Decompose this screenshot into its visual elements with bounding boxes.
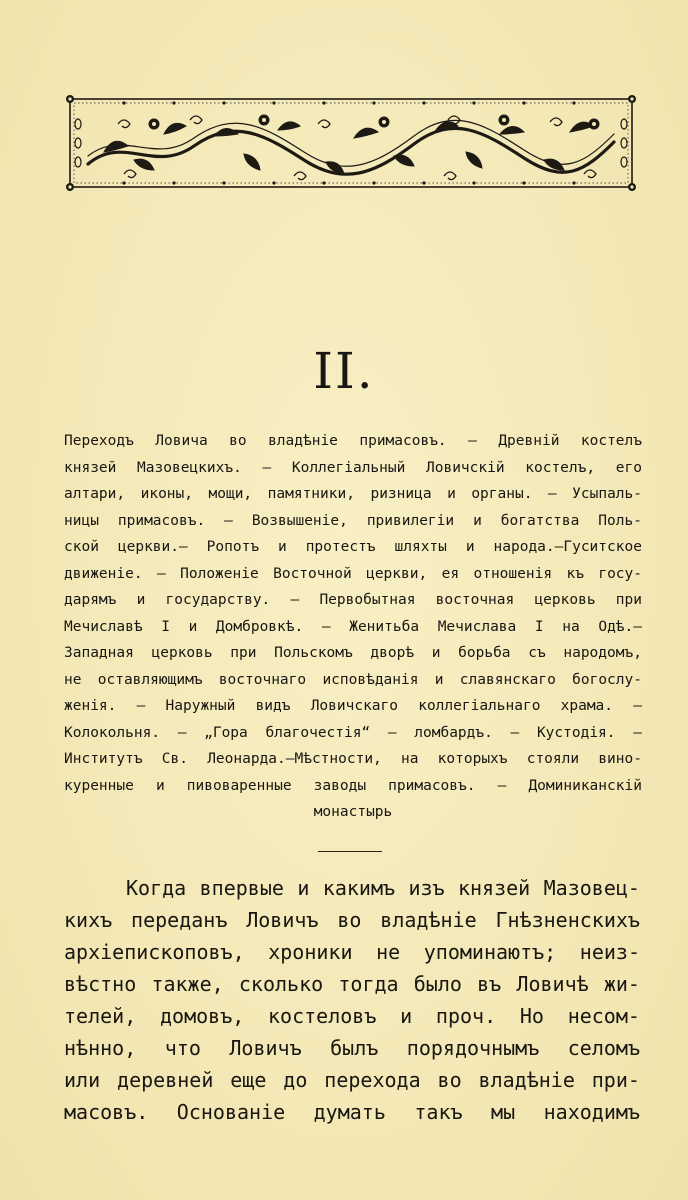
body-line: кихъ переданъ Ловичъ во владѣніе Гнѣзненскихъ [64, 908, 640, 932]
chapter-numeral: II. [313, 342, 375, 400]
body-line: Когда впервые и какимъ изъ князей Мазовец- [126, 876, 640, 900]
floral-headpiece-ornament [64, 94, 638, 194]
body-line: телей, домовъ, костеловъ и проч. Но несом- [64, 1004, 640, 1028]
body-line: или деревней еще до перехода во владѣніе при- [64, 1068, 640, 1092]
summary-line: не оставляющимъ восточнаго исповѣданія и славянскаго богослу- [64, 671, 642, 688]
body-paragraph [64, 872, 640, 1128]
summary-line: Мечиславѣ І и Домбровкѣ. — Женитьба Мечислава І на Одѣ.— [64, 618, 642, 635]
body-line: масовъ. Основаніе думать такъ мы находимъ [64, 1100, 640, 1124]
summary-line: куренные и пивоваренные заводы примасовъ. — Доминиканскій [64, 777, 642, 794]
summary-line: Колокольня. — „Гора благочестія“ — ломбардъ. — Кустодія. — [64, 724, 642, 741]
summary-line: Переходъ Ловича во владѣніе примасовъ. — Древній костелъ [64, 433, 642, 449]
summary-line: князей Мазовецкихъ. — Коллегіальный Ловичскій костелъ, его [64, 459, 642, 476]
summary-line: ницы примасовъ. — Возвышеніе, привилегіи и богатства Поль- [64, 512, 642, 529]
summary-line: монастырь [313, 804, 393, 820]
summary-line: дарямъ и государству. — Первобытная восточная церковь при [64, 592, 642, 608]
summary-line: женія. — Наружный видъ Ловичскаго коллегіальнаго храма. — [64, 698, 642, 714]
summary-line: алтари, иконы, мощи, памятники, ризница и органы. — Усыпаль- [64, 486, 642, 502]
summary-line: Институтъ Св. Леонарда.—Мѣстности, на которыхъ стояли вино- [64, 751, 642, 767]
body-line: нѣнно, что Ловичъ былъ порядочнымъ селомъ [64, 1036, 640, 1060]
section-divider [318, 851, 382, 852]
body-line: вѣстно также, сколько тогда было въ Ловичѣ жи- [64, 972, 640, 996]
summary-line: ской церкви.— Ропотъ и протестъ шляхты и народа.—Гуситское [64, 539, 642, 555]
summary-line: Западная церковь при Польскомъ дворѣ и борьба съ народомъ, [64, 645, 642, 661]
chapter-summary [64, 428, 642, 826]
body-line: архіепископовъ, хроники не упоминаютъ; неиз- [64, 940, 640, 964]
summary-line: движеніе. — Положеніе Восточной церкви, ея отношенія къ госу- [64, 565, 642, 582]
